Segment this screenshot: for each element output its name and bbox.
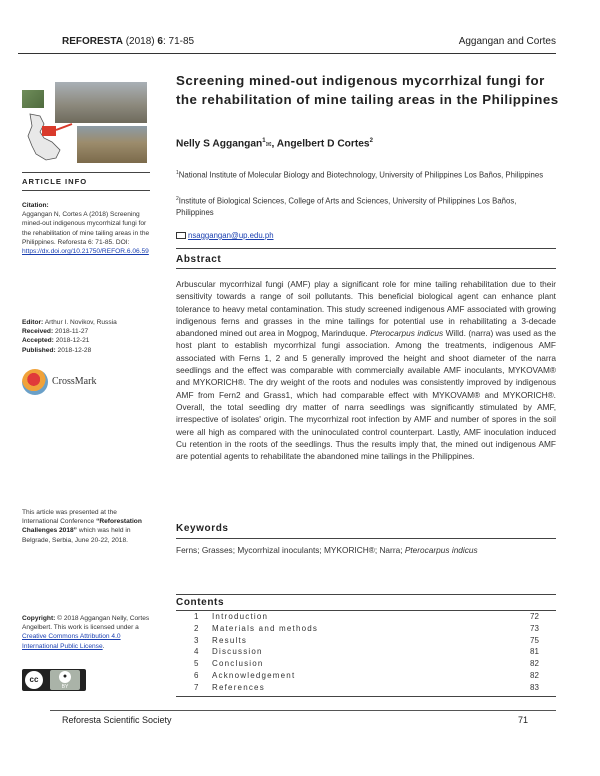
- abstract-heading-rule: [176, 268, 556, 269]
- contents-number: 6: [194, 670, 199, 680]
- contents-label: Results: [212, 635, 248, 645]
- contents-page: 75: [530, 635, 539, 645]
- affiliation-2: $^2$Institute of Biological Sciences, College of Arts and Sciences, University of Philippines Los Baños, Philippines: [176, 196, 517, 217]
- article-info: [22, 177, 150, 186]
- author-2: Angelbert D Cortes: [276, 138, 370, 150]
- contents-label: Conclusion: [212, 659, 264, 669]
- tailings-photo: [77, 126, 147, 163]
- license-link[interactable]: Creative Commons Attribution 4.0 International Public License: [22, 633, 121, 650]
- contents-label: Acknowledgement: [212, 670, 296, 680]
- citation-label: Citation:: [22, 202, 49, 209]
- abstract-heading: Abstract: [176, 254, 222, 265]
- contents-heading-rule: [176, 610, 556, 611]
- published-line: Published: 2018-12-28: [22, 346, 92, 354]
- contents-page: 83: [530, 682, 539, 692]
- contents-row[interactable]: [176, 647, 556, 659]
- email-icon: ✉: [265, 141, 272, 149]
- running-authors: Aggangan and Cortes: [458, 36, 556, 47]
- editor-line: Editor: Arthur I. Novikov, Russia: [22, 319, 117, 326]
- abstract-top-rule: [176, 248, 556, 249]
- accepted-line: Accepted: 2018-12-21: [22, 337, 90, 345]
- sidebar-rule: [22, 190, 150, 191]
- crossmark-label: CrossMark: [52, 376, 97, 387]
- cc-icon: cc: [25, 671, 43, 689]
- contents-label: References: [212, 682, 265, 692]
- received-line: Received: 2018-11-27: [22, 328, 89, 336]
- running-header: [62, 36, 556, 52]
- citation-block: [22, 201, 150, 256]
- contents-number: 5: [194, 659, 199, 669]
- sidebar-rule: [22, 172, 150, 173]
- citation-text: Aggangan N, Cortes A (2018) Screening mined-out indigenous mycorrhizal fungi for the rehabilitation of mine tailing areas in the Philippines. Reforesta 6: 71-85. DOI:: [22, 211, 150, 246]
- contents-list: [176, 612, 556, 695]
- envelope-icon: [176, 232, 186, 239]
- contents-row[interactable]: [176, 671, 556, 683]
- doi-link[interactable]: https://dx.doi.org/10.21750/REFOR.6.06.59: [22, 248, 149, 256]
- contents-row[interactable]: [176, 624, 556, 636]
- contents-label: Materials and methods: [212, 623, 319, 633]
- email-link[interactable]: nsaggangan@up.edu.ph: [188, 231, 274, 240]
- conference-note: This article was presented at the International Conference “Reforestation Challenges 2018” which was held in Belgrade, Serbia, June 20-22, 2018.: [22, 509, 142, 544]
- keywords-text: Ferns; Grasses; Mycorrhizal inoculants; MYKORICH®; Narra; Pterocarpus indicus: [176, 545, 478, 555]
- journal-citation: REFORESTA (2018) 6: 71-85: [62, 36, 195, 47]
- contents-heading: Contents: [176, 597, 225, 608]
- contents-page: 73: [530, 623, 539, 633]
- article-title: Screening mined-out indigenous mycorrhizal fungi for the rehabilitation of mine tailing areas in the Philippines: [176, 73, 559, 107]
- keywords-heading: Keywords: [176, 523, 229, 534]
- crossmark-badge[interactable]: [22, 369, 112, 395]
- cc-by-license-badge[interactable]: [22, 669, 86, 691]
- philippines-map: [22, 110, 74, 164]
- contents-label: Discussion: [212, 647, 263, 657]
- article-info-heading: ARTICLE INFO: [22, 177, 88, 186]
- contents-page: 82: [530, 659, 539, 669]
- header-divider: [18, 53, 556, 54]
- contents-label: Introduction: [212, 612, 269, 621]
- authors: Nelly S Aggangan$^1$✉, Angelbert D Cortes$^2$: [176, 138, 373, 150]
- contents-page: 82: [530, 670, 539, 680]
- footer-divider: [50, 710, 556, 711]
- contents-page: 72: [530, 612, 539, 621]
- crossmark-icon: [22, 369, 48, 395]
- affiliation-1: $^1$National Institute of Molecular Biology and Biotechnology, University of Philippines Los Baños, Philippines: [176, 170, 544, 180]
- author-1: Nelly S Aggangan: [176, 138, 263, 150]
- contents-number: 2: [194, 623, 199, 633]
- contents-number: 1: [194, 612, 199, 621]
- contents-row[interactable]: [176, 636, 556, 648]
- contents-bottom-rule: [176, 696, 556, 697]
- study-site-figure: [22, 82, 148, 164]
- vegetation-photo: [22, 90, 44, 108]
- footer-society: Reforesta Scientific Society: [62, 715, 172, 725]
- contents-row[interactable]: [176, 612, 556, 624]
- contents-number: 7: [194, 682, 199, 692]
- keywords-rule: [176, 538, 556, 539]
- dates-block: [22, 318, 150, 355]
- contents-number: 4: [194, 647, 199, 657]
- corresponding-email: [176, 231, 274, 240]
- abstract-text: Arbuscular mycorrhizal fungi (AMF) play a significant role for mine tailing rehabilitation due to their sensitivity towards a range of soil pollutants. This beneficial biological agent can enhance plant tolerance to heavy metal contamination. This study screened indigenous AMF associated with growing indigenous ferns and grasses in the mine tailings for potential use in rehabilitating a 3-decade abandoned mined out area in Mogpog, Marinduque. Pterocarpus indicus Willd. (narra) was used as the host plant to establish mycorrhizal fungi association. Among the treatments, indigenous AMF associated with Ferns 1, 2 and 5 generally improved the height and shoot diameter of the narra seedlings and the effect was comparable with commercially available AMF inoculants, MYKOVAM® and MYKORICH®. The dry weight of the roots and nodules was consistently improved by indigenous AMF from Fern2 and Grass1, which had comparable effect with MYKOVAM® and MYKORICH®. Overall, the total seedling dry matter of narra seedlings was significantly stimulated by AMF, irrespective of isolates' origin. The mycorrhizal root infection by AMF and number of spores in the soil were all high as compared with the uninoculated control counterpart. Lastly, AMF inoculation induced Cu retention in the roots of the seedlings. Thus the results imply that, the mined out indigenous AMF are potential agents to rehabilitate the abandoned mine tailings in the Philippines.: [176, 279, 556, 462]
- contents-row[interactable]: [176, 659, 556, 671]
- contents-page: 81: [530, 647, 539, 657]
- conference-name: “Reforestation Challenges 2018”: [22, 518, 142, 535]
- copyright-note: Copyright: © 2018 Aggangan Nelly, Cortes Angelbert. This work is licensed under a Creative Commons Attribution 4.0 International Public License.: [22, 615, 150, 650]
- by-icon: ● BY: [50, 670, 80, 690]
- contents-number: 3: [194, 635, 199, 645]
- contents-top-rule: [176, 594, 556, 595]
- page-number: 71: [518, 715, 529, 725]
- contents-row[interactable]: [176, 683, 556, 695]
